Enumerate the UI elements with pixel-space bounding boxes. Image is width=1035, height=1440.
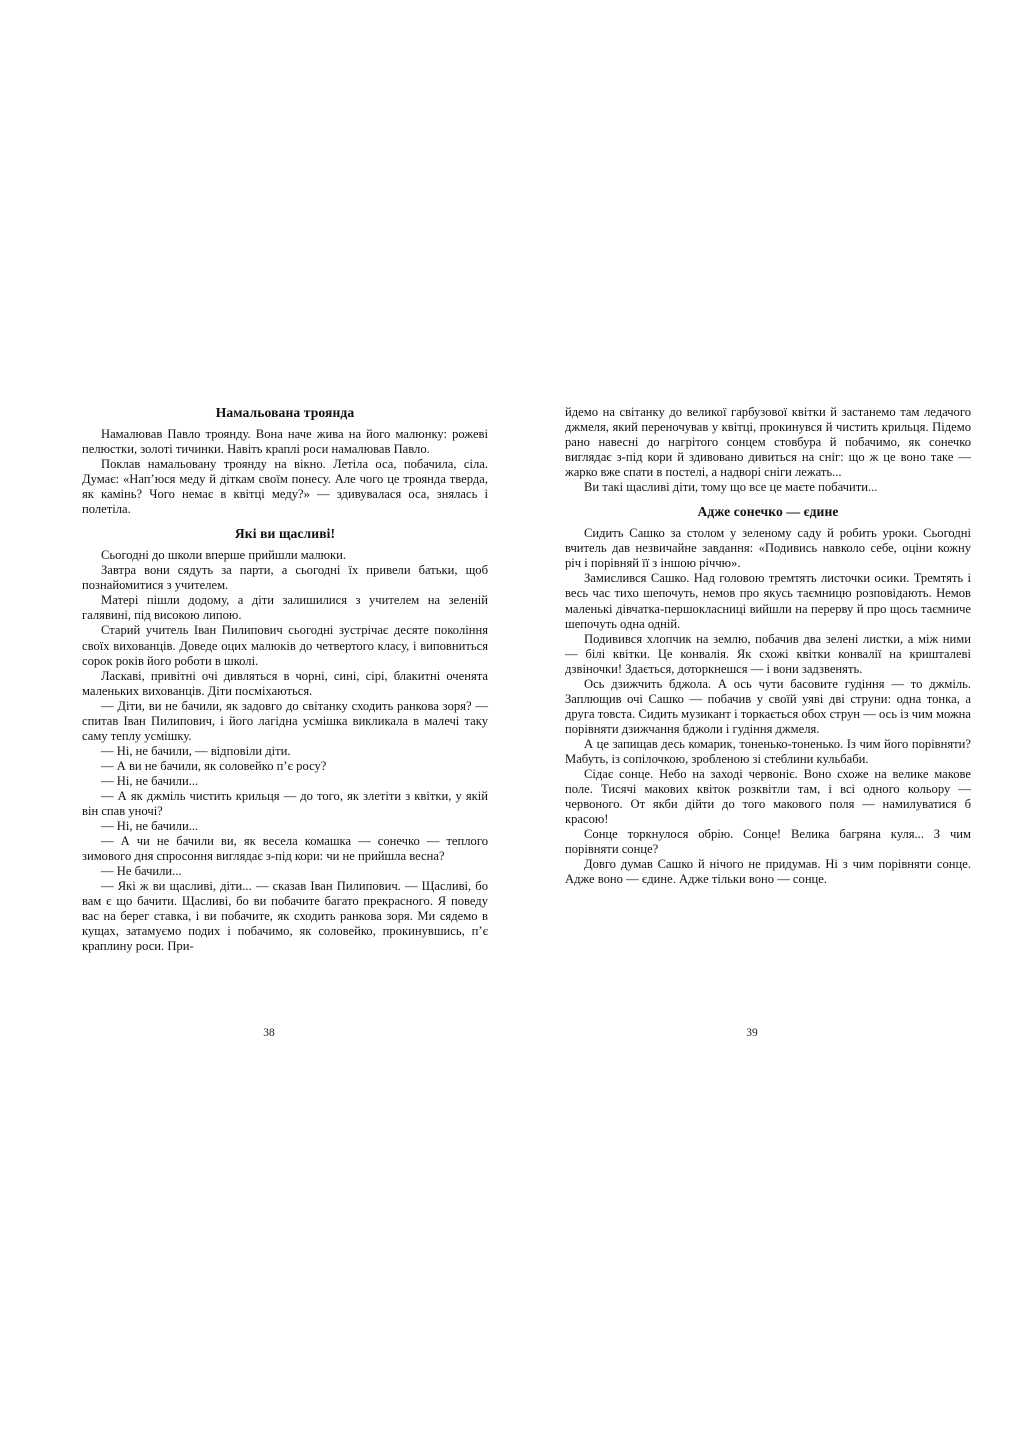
- page-left: [82, 405, 488, 955]
- paragraph: А це запищав десь комарик, тоненько-тоненько. Із чим його порівняти? Мабуть, із сопілочкою, зробленою зі стеблини кульбаби.: [565, 736, 971, 766]
- paragraph: Подивився хлопчик на землю, побачив два зелені листки, а між ними — білі квітки. Це конвалія. Як схожі квітки конвалії на кришталеві дзвіночки! Здається, доторкнешся — і вони задзвенять.: [565, 631, 971, 676]
- section-heading-yaki-vy-shchaslyvi: Які ви щасливі!: [234, 526, 336, 542]
- paragraph: Сьогодні до школи вперше прийшли малюки.: [101, 548, 347, 563]
- paragraph: Сідає сонце. Небо на заході червоніє. Воно схоже на велике макове поле. Тисячі макових квіток розквітли там, і всі одного кольору — червоного. От якби дійти до того макового поля — намилуватися б красою!: [565, 767, 971, 827]
- paragraph-dialogue: — Ні, не бачили, — відповіли діти.: [101, 743, 291, 758]
- paragraph: Ви такі щасливі діти, тому що все це маєте побачити...: [584, 480, 878, 495]
- paragraph-dialogue: — А як джміль чистить крильця — до того, як злетіти з квітки, у якій він спав уночі?: [82, 789, 488, 819]
- paragraph-continued: йдемо на світанку до великої гарбузової квітки й застанемо там ледачого джмеля, який переночував у квітці, прокинувся й чистить крильця. Підемо рано навесні до нагрітого сонцем стовбура й побачимо, як сонечко виглядає з-під кори й здивовано дивиться на сніг: що ж це воно таке — жарко вже спати в постелі, а надворі сніги лежать...: [565, 405, 971, 480]
- paragraph-dialogue: — Ні, не бачили...: [101, 773, 199, 788]
- paragraph: Сидить Сашко за столом у зеленому саду й робить уроки. Сьогодні вчитель дав незвичайне завдання: «Подивись навколо себе, оціни кожну річ і порівняй її з іншою річчю».: [565, 526, 971, 571]
- page-number-right: 39: [746, 1027, 758, 1039]
- paragraph: Довго думав Сашко й нічого не придумав. Ні з чим порівняти сонце. Адже воно — єдине. Адже тільки воно — сонце.: [565, 857, 971, 887]
- paragraph-dialogue: — А ви не бачили, як соловейко п’є росу?: [101, 758, 327, 773]
- paragraph: Поклав намальовану троянду на вікно. Летіла оса, побачила, сіла. Думає: «Нап’юся меду й діткам своїм понесу. Але чого це троянда тверда, як камінь? Чого немає в квітці меду?» — здивувалася оса, знялась і полетіла.: [82, 457, 488, 517]
- text-column-left: [82, 405, 488, 955]
- paragraph-dialogue: — Не бачили...: [101, 864, 182, 879]
- page-right: [565, 405, 971, 887]
- paragraph: Ласкаві, привітні очі дивляться в чорні, сині, сірі, блакитні оченята маленьких вихованців. Діти посміхаються.: [82, 668, 488, 698]
- paragraph-dialogue: — Ні, не бачили...: [101, 819, 199, 834]
- paragraph: Матері пішли додому, а діти залишилися з учителем на зеленій галявині, під високою липою.: [82, 593, 488, 623]
- paragraph-dialogue: — Діти, ви не бачили, як задовго до світанку сходить ранкова зоря? — спитав Іван Пилипович, і його лагідна усмішка викликала в малечі таку саму теплу усмішку.: [82, 698, 488, 743]
- section-heading-namalovana-troyanda: Намальована троянда: [215, 405, 355, 420]
- text-column-right: [565, 405, 971, 887]
- paragraph: Замислився Сашко. Над головою тремтять листочки осики. Тремтять і весь час тихо шепочуть, немов про якусь таємницю розповідають. Немов маленькі дівчатка-першокласниці вийшли на перерву й про щось таємниче шепочуть одна одній.: [565, 571, 971, 631]
- paragraph: Ось дзижчить бджола. А ось чути басовите гудіння — то джміль. Заплющив очі Сашко — побачив у своїй уяві дві струни: одна тонка, а друга товста. Сидить музикант і торкається обох струн — ось із чим можна порівняти дзижчання бджоли і гудіння джмеля.: [565, 676, 971, 736]
- section-heading-adzhe-sonechko-yedyne: Адже сонечко — єдине: [697, 504, 839, 520]
- page-number-left: 38: [263, 1027, 275, 1039]
- paragraph: Старий учитель Іван Пилипович сьогодні зустрічає десяте покоління своїх вихованців. Доведе оцих малюків до четвертого класу, і виповниться сорок років його роботи в школі.: [82, 623, 488, 668]
- paragraph: Сонце торкнулося обрію. Сонце! Велика багряна куля... З чим порівняти сонце?: [565, 827, 971, 857]
- paragraph: Завтра вони сядуть за парти, а сьогодні їх привели батьки, щоб познайомитися з учителем.: [82, 563, 488, 593]
- paragraph: Намалював Павло троянду. Вона наче жива на його малюнку: рожеві пелюстки, золоті тичинки. Навіть краплі роси намалював Павло.: [82, 426, 488, 457]
- paragraph-dialogue: — Які ж ви щасливі, діти... — сказав Іван Пилипович. — Щасливі, бо вам є що бачити. Щасливі, бо ви побачите багато прекрасного. Я поведу вас на берег ставка, і ви побачите, як сходить ранкова зоря. Ми сядемо в кущах, затамуємо подих і побачимо, як соловейко, прокинувшись, п’є краплину роси. При-: [82, 879, 488, 954]
- paragraph-dialogue: — А чи не бачили ви, як весела комашка — сонечко — теплого зимового дня спросоння виглядає з-під кори: чи не прийшла весна?: [82, 834, 488, 864]
